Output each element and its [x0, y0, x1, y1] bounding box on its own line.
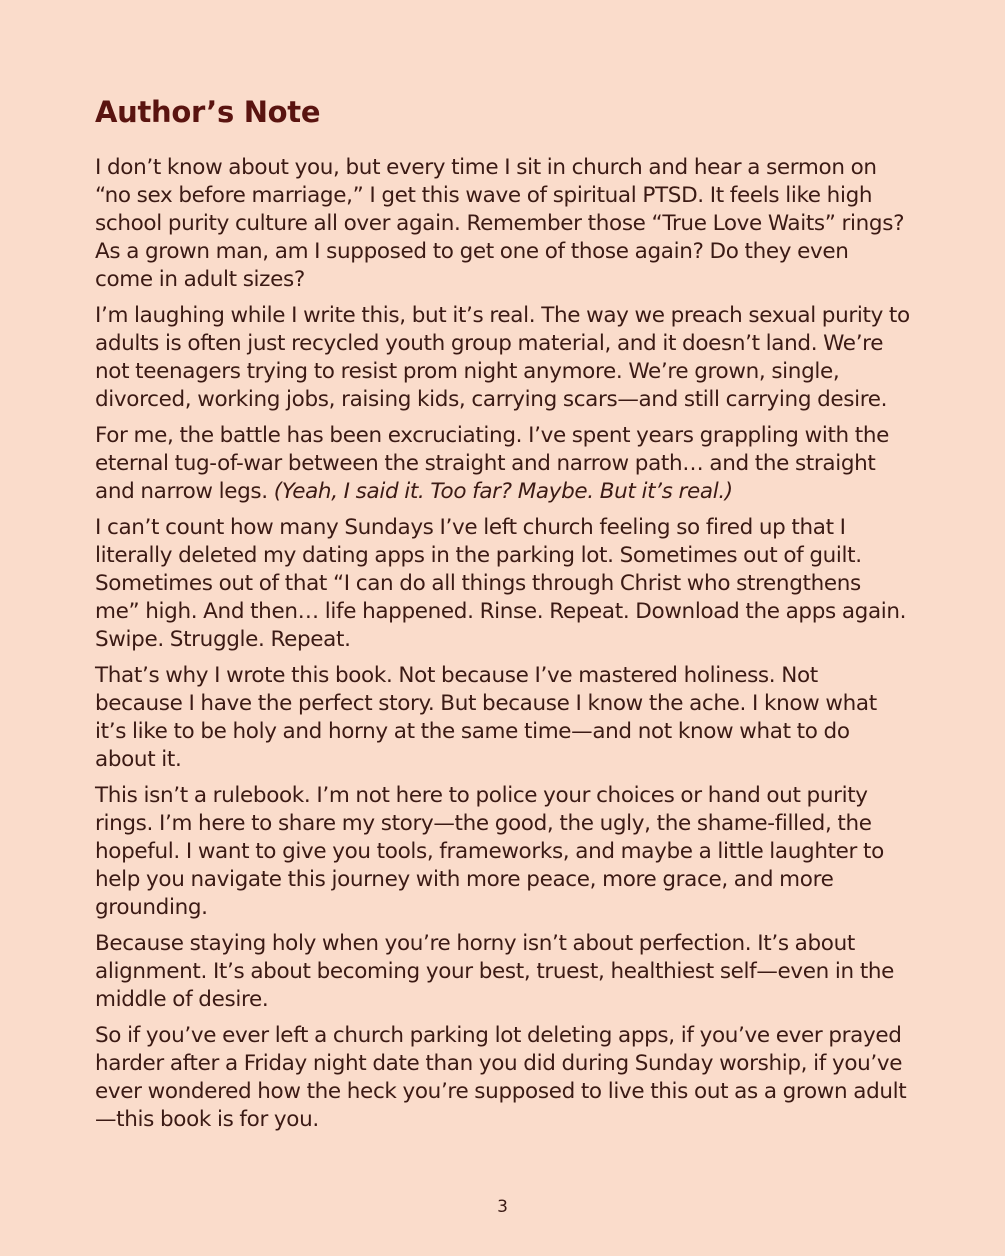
paragraph-3-text: For me, the battle has been excruciating. I’ve spent years grappling with the eternal tug-of-war between the straight and narrow path… and the straight and narrow legs. — [95, 423, 890, 504]
paragraph-8: So if you’ve ever left a church parking lot deleting apps, if you’ve ever prayed harder after a Friday night date than you did during Sunday worship, if you’ve ever wondered how the heck you’re supposed to live this out as a grown adult—this book is for you. — [95, 1023, 907, 1132]
paragraph-6: This isn’t a rulebook. I’m not here to police your choices or hand out purity rings. I’m here to share my story—the good, the ugly, the shame-filled, the hopeful. I want to give you tools, frameworks, and maybe a little laughter to help you navigate this journey with more peace, more grace, and more grounding. — [95, 783, 884, 920]
paragraph-3-aside: (Yeah, I said it. Too far? Maybe. But it’s real.) — [273, 479, 733, 504]
paragraph-5: That’s why I wrote this book. Not because I’ve mastered holiness. Not because I have the perfect story. But because I know the ache. I know what it’s like to be holy and horny at the same time—and not know what to do about it. — [95, 663, 877, 772]
paragraph-3 — [95, 422, 910, 506]
paragraph-4: I can’t count how many Sundays I’ve left church feeling so fired up that I literally deleted my dating apps in the parking lot. Sometimes out of guilt. Sometimes out of that “I can do all things through Christ who strengthens me” high. And then… life happened. Rinse. Repeat. Download the apps again. Swipe. Struggle. Repeat. — [95, 515, 907, 652]
page-number: 3 — [497, 1197, 508, 1217]
document-page — [95, 94, 910, 1142]
paragraph-1: I don’t know about you, but every time I sit in church and hear a sermon on “no sex before marriage,” I get this wave of spiritual PTSD. It feels like high school purity culture all over again. Remember those “True Love Waits” rings? As a grown man, am I supposed to get one of those again? Do they even come in adult sizes? — [95, 155, 905, 292]
paragraph-2: I’m laughing while I write this, but it’s real. The way we preach sexual purity to adults is often just recycled youth group material, and it doesn’t land. We’re not teenagers trying to resist prom night anymore. We’re grown, single, divorced, working jobs, raising kids, carrying scars—and still carrying desire. — [95, 303, 910, 412]
paragraph-7: Because staying holy when you’re horny isn’t about perfection. It’s about alignment. It’s about becoming your best, truest, healthiest self—even in the middle of desire. — [95, 931, 895, 1012]
page-title: Author’s Note — [95, 95, 321, 129]
